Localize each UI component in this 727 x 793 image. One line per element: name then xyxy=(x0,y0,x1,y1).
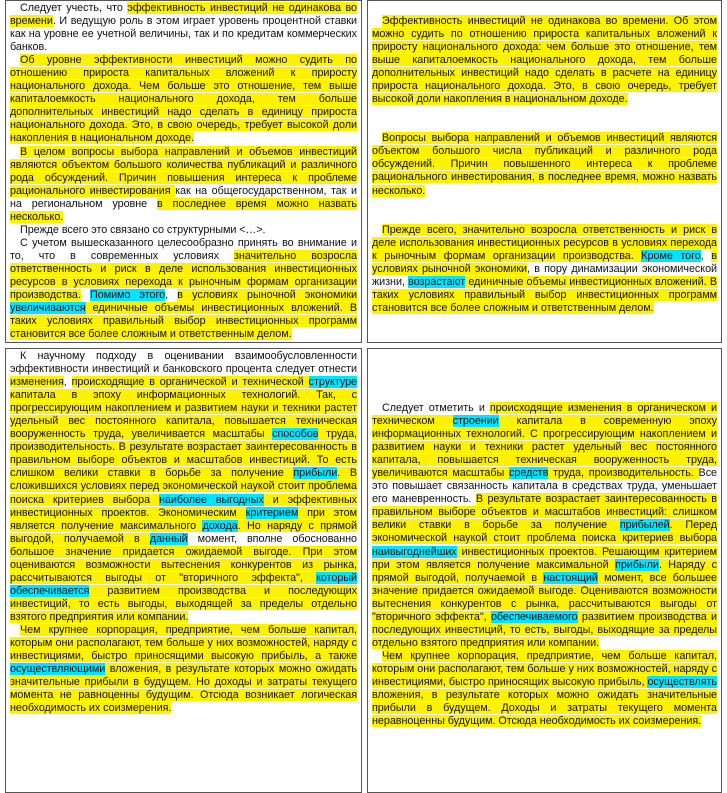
highlighted-yellow-text: В результате возрастает заинтересованность в правильном выборе объектов и масштабов инвестиций: слишком велики ставки в борьбе за получение xyxy=(372,493,717,532)
text-run: Следует отметить и xyxy=(382,402,490,414)
text-run: , xyxy=(63,376,72,389)
highlighted-yellow-text: . В сложившихся условиях перед экономической наукой стоит проблема поиска критериев выбора xyxy=(10,467,357,506)
highlighted-yellow-text: . Но наряду с прямой выгодой, получаемой в xyxy=(10,519,357,545)
highlighted-cyan-text: прибыли xyxy=(293,467,338,480)
highlighted-yellow-text: единичные объемы инвестиционных вложений. В таких условиях правильный выбор инвестиционных программ становится все более сложным и ответственным делом. xyxy=(10,302,357,341)
highlighted-yellow-text: вложения, в результате которых можно ожидать значительные прибыли в будущем. Но доходы и затраты текущего момента не равноценны будущим. Отсюда возникает логическая xyxy=(10,663,357,702)
highlighted-yellow-text: Об уровне эффективности инвестиций xyxy=(20,54,256,67)
highlighted-yellow-text: большое значение придается ожидаемой выгоде. При этом оцениваются возможности вытеснения конкурентов из рынка, рассчитываются выгоды от "вторичного эффекта", xyxy=(10,545,357,584)
highlighted-yellow-text: труда, производительность. В результате возрастает заинтересованность в правильном выборе объектов и масштабов инвестиций. То есть слишком велики ставки в борьбе за получение xyxy=(10,428,357,480)
highlighted-yellow-text: вложения, в результате которых можно ожидать значительные прибыли в будущем. Доходы и затраты текущего момента неравноценны будущим. Отсюда необходимость их соизмерения. xyxy=(372,689,717,728)
highlighted-cyan-text: который обеспечивается xyxy=(10,571,357,597)
document-fragment-top-right xyxy=(367,0,722,343)
highlighted-cyan-text: критерием xyxy=(245,506,299,519)
highlighted-cyan-text: Кроме того xyxy=(641,249,701,262)
highlighted-yellow-text: Чем крупнее корпорация, предприятие, чем больше капитал, которым они располагают, тем больше у них возможностей, наряду с инвестициями, быстро приносящих высокую прибыль, xyxy=(372,649,717,688)
highlighted-yellow-text: в условиях рыночной экономики xyxy=(177,289,358,302)
paragraph xyxy=(372,132,717,197)
document-fragment-top-left xyxy=(5,0,362,343)
highlighted-yellow-text: вопросы выбора направлений и объемов инвестиций являются объектом большого количества публикаций и различного рода обсуждений. Причин повышения интереса к проблеме рационального инвестирования xyxy=(10,145,357,197)
highlighted-cyan-text: средств xyxy=(509,467,549,480)
highlighted-cyan-text: обеспечиваемого xyxy=(490,610,578,623)
text-run: , xyxy=(700,249,712,262)
highlighted-yellow-text: и эффективных инвестиционных проектов. Экономическим xyxy=(10,493,358,519)
highlighted-yellow-text: В целом xyxy=(20,145,72,158)
highlighted-yellow-text: в условиях рыночной экономики xyxy=(372,249,717,275)
text-run: , в пору динамизации экономической жизни, xyxy=(372,262,718,288)
text-run: . И ведущую роль в этом играет уровень процентной ставки как на уровне ее учетной величины, так и по кредитам коммерческих банков. xyxy=(10,15,357,54)
paragraph xyxy=(10,146,357,224)
highlighted-yellow-text: происходящие изменения в органическом и техническом xyxy=(372,402,717,428)
text-run: , xyxy=(165,289,178,302)
highlighted-yellow-text: необходимость их соизмерения. xyxy=(10,702,172,715)
highlighted-cyan-text: наивыгоднейших xyxy=(372,545,457,558)
paragraph xyxy=(372,224,717,315)
paragraph xyxy=(10,624,357,715)
paragraph xyxy=(10,2,357,54)
text-run: как на общегосударственном, так и на региональном уровне xyxy=(10,184,357,210)
text-run: К научному подходу в оценивании взаимообусловленности эффективности инвестиций и банковского процента следует отнести xyxy=(10,350,357,376)
paragraph xyxy=(372,650,717,728)
highlighted-yellow-text: Об этом можно судить по отношению прироста капитальных вложений к приросту национального дохода: чем больше это отношение, тем выше капиталоемкость национального дохода, тем больше дополнительных инвестиций надо сделать в расчете на единицу прироста национального дохода. Это, в свою очередь, требует высокой доли накопления в национальном доходе. xyxy=(372,15,717,106)
highlighted-cyan-text: строении xyxy=(452,415,499,428)
highlighted-cyan-text: структуре xyxy=(308,376,357,389)
highlighted-cyan-text: прибыли xyxy=(615,558,659,571)
paragraph xyxy=(10,237,357,341)
paragraph xyxy=(372,402,717,650)
highlighted-cyan-text: увеличиваются xyxy=(10,302,86,315)
highlighted-cyan-text: прибылей xyxy=(619,519,670,532)
highlighted-yellow-text: при этом является получение максимального xyxy=(10,506,357,532)
highlighted-yellow-text: капитала в эпоху информационных технологий. Так, с прогрессирующим накоплением и развитием науки и техники растет удельный вес постоянного капитала, повышается техническая вооруженность труда, увеличивается масштабы xyxy=(10,389,357,441)
highlighted-yellow-text: можно судить по отношению прироста капитальных вложений к приросту национального дохода. Чем больше это отношение, тем выше капиталоемкость национального дохода, тем больше дополнительных инвестиций надо сделать в единицу прироста национального дохода. Это, в свою очередь, требует высокой доли накопления в национальном доходе. xyxy=(10,54,358,145)
text-run: Прежде всего это связано со структурными <…>. xyxy=(20,223,266,236)
paragraph xyxy=(372,15,717,106)
paragraph-spacer xyxy=(372,2,717,15)
paragraph xyxy=(10,224,357,237)
highlighted-yellow-text: Чем крупнее корпорация, предприятие, чем больше капитал, которым они располагают, тем больше у них возможностей, наряду с инвестициями, быстро приносящими высокую прибыль, а также xyxy=(10,623,357,663)
highlighted-cyan-text: осуществляющими xyxy=(10,663,106,676)
text-run: Все это повышает связанность капитала в средствах труда, уменьшает его маневренность. xyxy=(372,467,718,506)
highlighted-yellow-text: момент, все большее значение придается ожидаемой выгоде. Оцениваются возможности вытеснения конкурентов с рынка, рассчитываются выгоды от "вторичного эффекта", xyxy=(372,571,717,623)
highlighted-cyan-text: данный xyxy=(149,532,188,545)
highlighted-cyan-text: способов xyxy=(272,428,319,441)
paragraph xyxy=(10,54,357,145)
highlighted-yellow-text: Прежде всего, значительно возросла ответственность и риск в деле использования инвестиционных ресурсов в условиях перехода к рыночным формам организации производства. xyxy=(372,223,717,262)
highlighted-yellow-text: Эффективность инвестиций не одинакова во времени. xyxy=(382,15,669,27)
text-run: момент, вполне обоснованно xyxy=(187,532,357,545)
highlighted-yellow-text: происходящие в органической и технической xyxy=(71,376,309,389)
document-fragment-bottom-right xyxy=(367,348,722,793)
paragraph xyxy=(10,350,357,624)
highlighted-cyan-text: дохода xyxy=(202,519,238,532)
highlighted-yellow-text: труда, производительность. xyxy=(548,467,699,480)
highlighted-yellow-text: развитием производства и последующих инвестиций, то есть, выгоды, выходящие за пределы отдельно взятого предприятия или компании. xyxy=(372,610,717,649)
highlighted-yellow-text: капитала в современную эпоху информационных технологий. С прогрессирующим накоплением и развитием науки и техники растет удельный вес постоянного капитала, повышается техническая вооруженность труда, увеличиваются масштабы xyxy=(372,415,717,480)
highlighted-yellow-text: . Наряду с прямой выгодой, получаемой в xyxy=(372,558,717,584)
highlighted-yellow-text: изменения xyxy=(10,376,64,389)
highlighted-yellow-text: развитием производства и последующих инвестиций, то есть выгоды, выходящей за пределы отдельно взятого предприятия или компании. xyxy=(10,584,357,623)
paragraph-spacer xyxy=(372,106,717,132)
text-run: С учетом вышесказанного целесообразно принять во внимание и то, что в современных условиях xyxy=(10,236,357,262)
highlighted-yellow-text: инвестиционных проектов. Решающим критерием при этом является получение максимальной xyxy=(372,545,717,571)
paragraph-spacer xyxy=(372,350,717,402)
highlighted-yellow-text: эффективность инвестиций не одинакова во времени xyxy=(10,2,357,28)
text-run xyxy=(81,289,90,301)
highlighted-cyan-text: осуществлять xyxy=(647,675,717,688)
highlighted-cyan-text: наиболее выгодных xyxy=(159,493,264,506)
highlighted-yellow-text: единичные объемы инвестиционных вложений. В таких условиях правильный выбор инвестиционных программ становится все более сложным и ответственным делом. xyxy=(372,275,717,314)
document-fragment-bottom-left xyxy=(5,348,362,793)
highlighted-cyan-text: настоящий xyxy=(543,571,598,584)
paragraph-spacer xyxy=(372,198,717,224)
highlighted-cyan-text: Помимо этого xyxy=(90,289,166,302)
highlighted-yellow-text: . Перед экономической наукой стоит проблема поиска критериев выбора xyxy=(372,519,717,545)
highlighted-yellow-text: в последнее время можно назвать несколько. xyxy=(10,197,357,223)
highlighted-yellow-text: значительно возросла ответственность и риск в деле использования инвестиционных ресурсов в условиях перехода к рыночным формам организации производства. xyxy=(10,249,357,302)
highlighted-cyan-text: возрастают xyxy=(408,275,466,288)
highlighted-yellow-text: Вопросы выбора направлений и объемов инвестиций являются объектом большого числа публикаций и различного рода обсуждений. Причин повышенного интереса к проблеме рационального инвестирования, в последнее время, можно назвать несколько. xyxy=(372,132,717,197)
text-run: Следует учесть, что xyxy=(20,2,128,14)
